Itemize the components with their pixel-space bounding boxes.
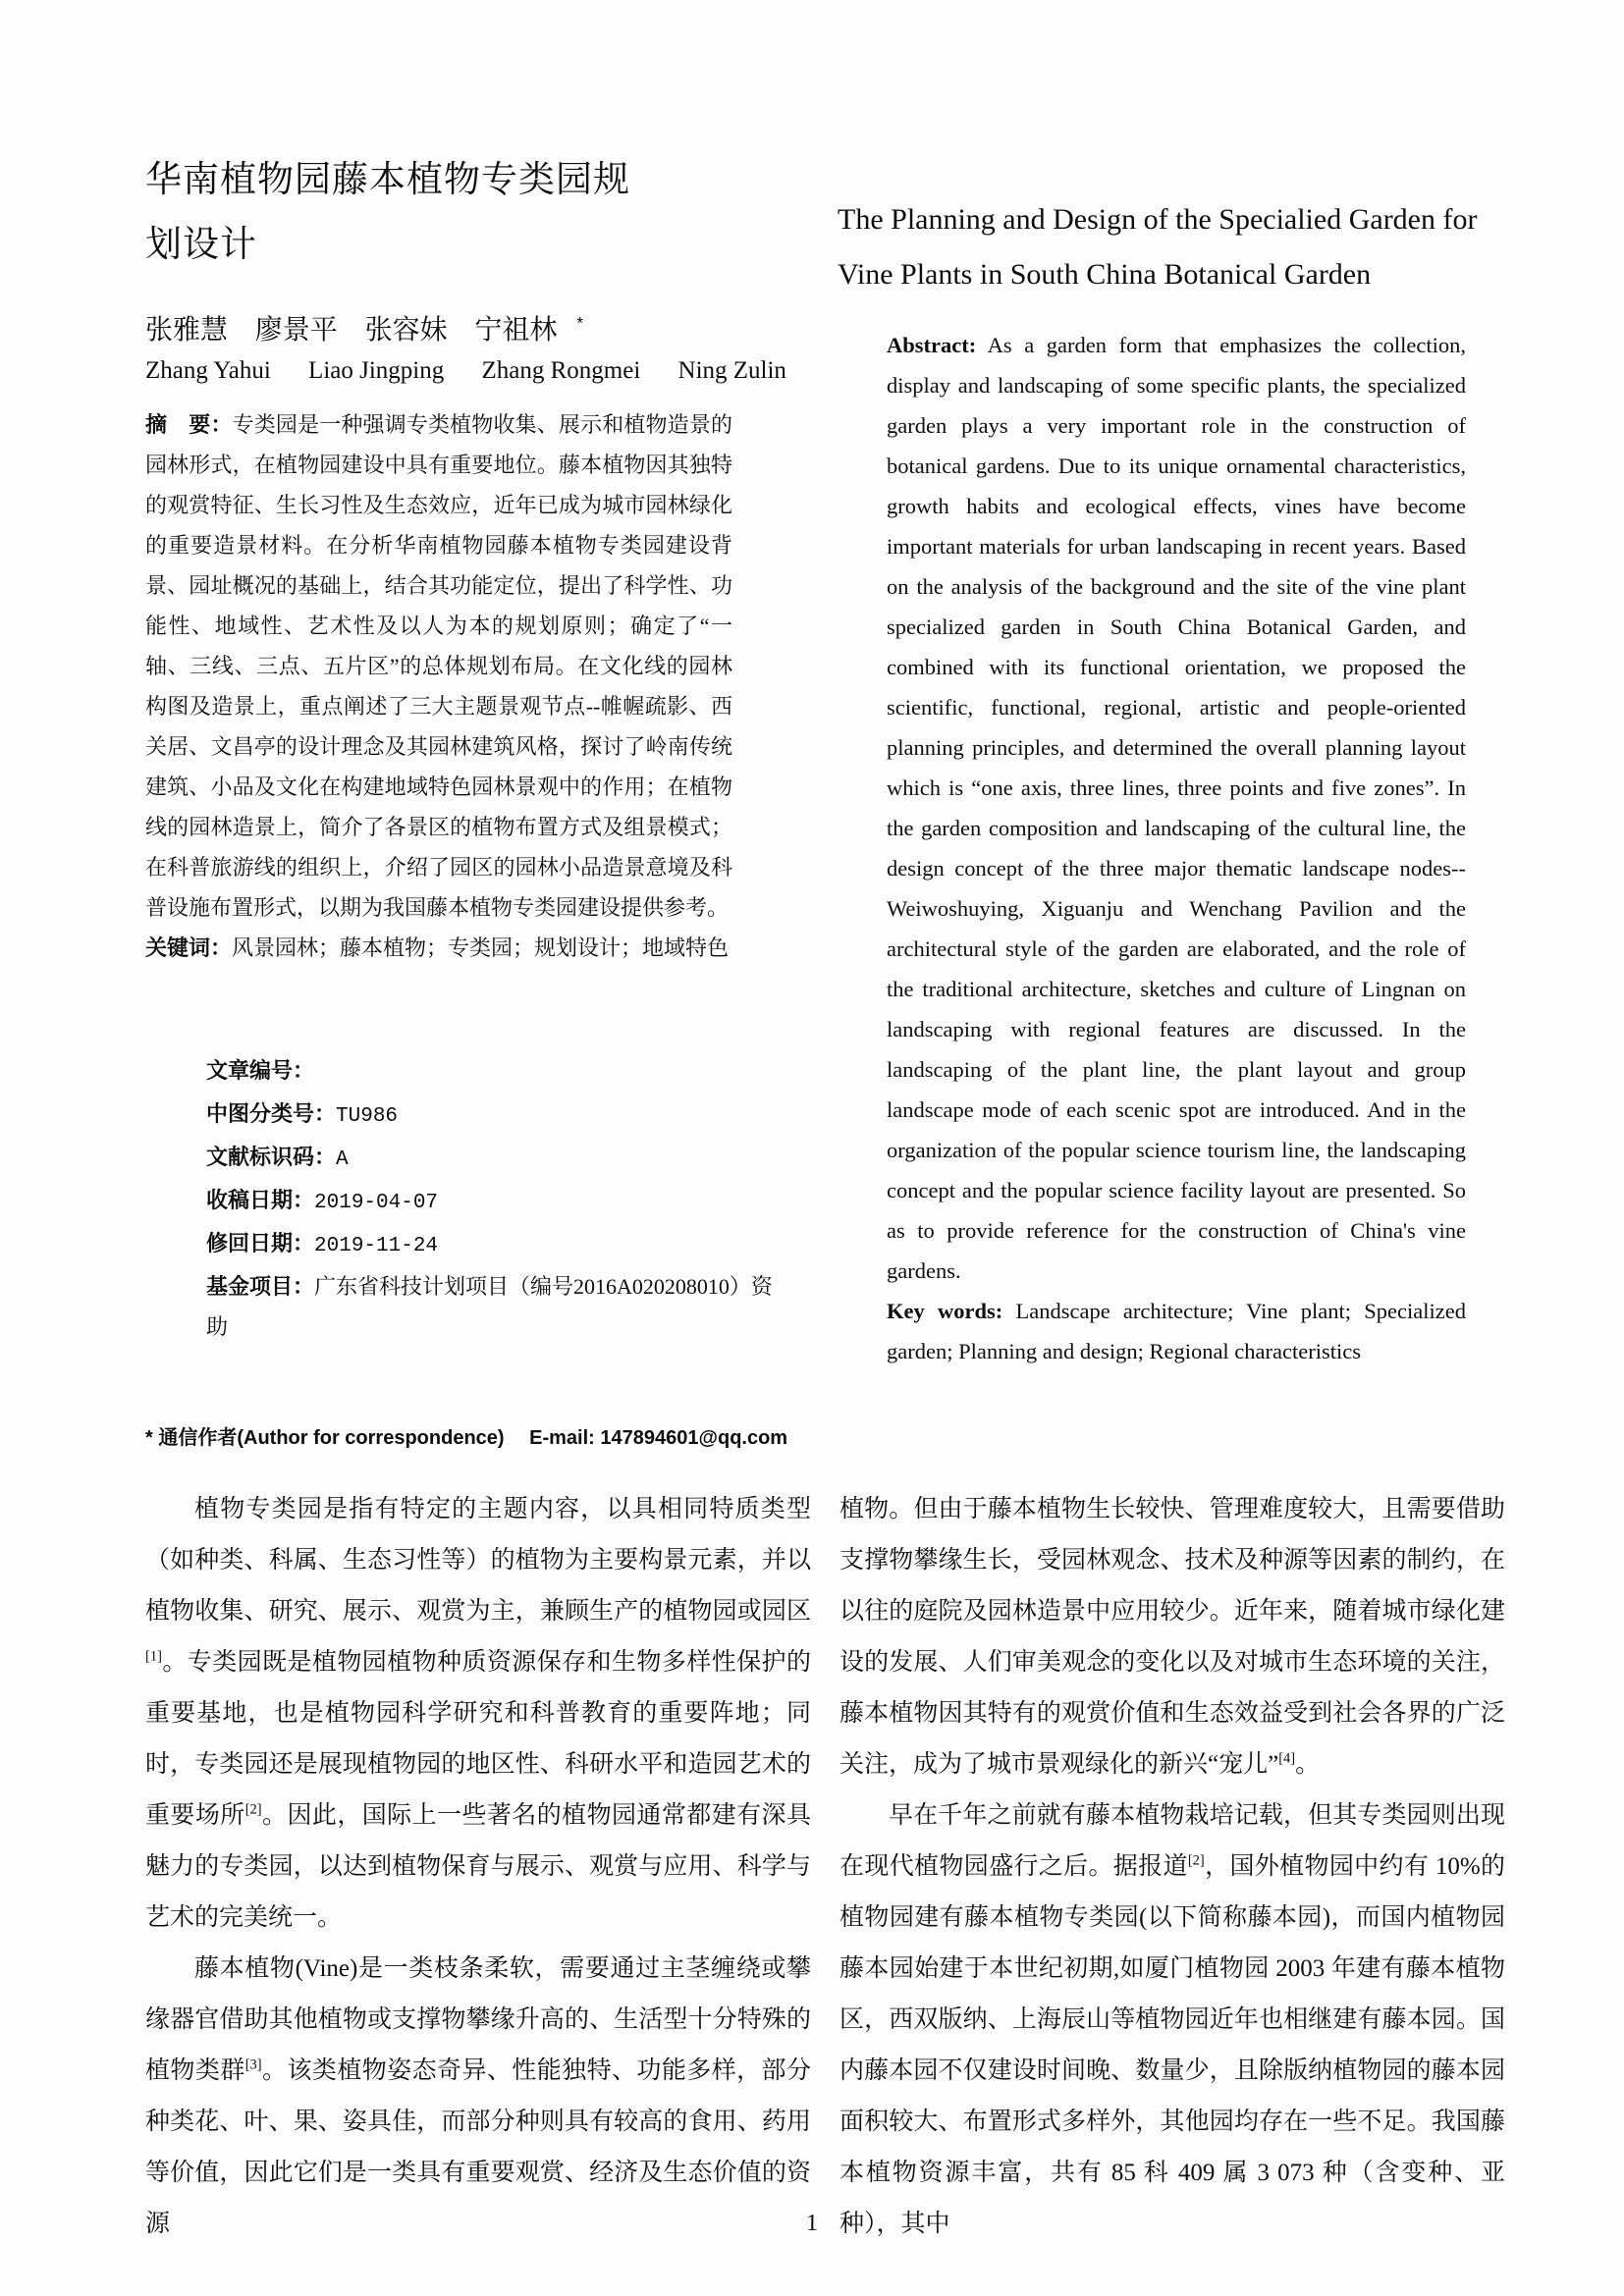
meta-row-received-date: 收稿日期：2019-04-07	[206, 1188, 439, 1214]
author-en: Zhang Rongmei	[481, 357, 641, 384]
meta-row-clc-number: 中图分类号：TU986	[206, 1101, 399, 1128]
keywords-en-text: Landscape architecture; Vine plant; Specialized garden; Planning and design; Regional characteristics	[887, 1299, 1466, 1363]
authors-zh	[145, 308, 754, 347]
page-title-en: The Planning and Design of the Specialied Garden for Vine Plants in South China Botanical Garden	[838, 203, 1478, 291]
author-en: Ning Zulin	[677, 357, 786, 384]
meta-row-fund-project: 基金项目：广东省科技计划项目（编号2016A020208010）资助	[206, 1274, 773, 1339]
meta-row-article-id: 文章编号：	[206, 1058, 315, 1083]
abstract-zh-label: 摘 要：	[145, 412, 233, 437]
page-number: 1	[806, 2211, 818, 2236]
page-title: 华南植物园藤本植物专类园规划设计	[145, 159, 630, 264]
abstract-zh-text: 专类园是一种强调专类植物收集、展示和植物造景的园林形式，在植物园建设中具有重要地位。藤本植物因其独特的观赏特征、生长习性及生态效应，近年已成为城市园林绿化的重要造景材料。在分析华南植物园藤本植物专类园建设背景、园址概况的基础上，结合其功能定位，提出了科学性、功能性、地域性、艺术性及以人为本的规划原则；确定了“一轴、三线、三点、五片区”的总体规划布局。在文化线的园林构图及造景上，重点阐述了三大主题景观节点--帷幄疏影、西关居、文昌亭的设计理念及其园林建筑风格，探讨了岭南传统建筑、小品及文化在构建地域特色园林景观中的作用；在植物线的园林造景上，简介了各景区的植物布置方式及组景模式；在科普旅游线的组织上，介绍了园区的园林小品造景意境及科普设施布置形式，以期为我国藤本植物专类园建设提供参考。	[145, 412, 732, 920]
body-column-left	[145, 1484, 811, 2250]
meta-row-revised-date: 修回日期：2019-11-24	[206, 1231, 439, 1257]
author-en: Liao Jingping	[308, 357, 445, 384]
body-paragraph: 早在千年之前就有藤本植物栽培记载，但其专类园则出现在现代植物园盛行之后。据报道[2]，国外植物园中约有 10%的植物园建有藤本植物专类园(以下简称藤本园)，而国内植物园藤本园始建于本世纪初期,如厦门植物园 2003 年建有藤本植物区，西双版纳、上海辰山等植物园近年也相继建有藤本园。国内藤本园不仅建设时间晚、数量少，且除版纳植物园的藤本园面积较大、布置形式多样外，其他园均存在一些不足。我国藤本植物资源丰富，共有 85 科 409 属 3 073 种（含变种、亚种），其中	[839, 1802, 1505, 2237]
abstract-en-paragraph	[887, 325, 1466, 1291]
author-zh: 张雅慧	[145, 314, 229, 345]
authors-en	[145, 357, 813, 385]
correspondence-footnote: * 通信作者(Author for correspondence) E-mail: 147894601@qq.com	[145, 1427, 788, 1449]
abstract-en	[887, 325, 1466, 1371]
author-zh: 张容妹	[364, 314, 448, 345]
keywords-zh-text: 风景园林；藤本植物；专类园；规划设计；地域特色	[232, 935, 730, 960]
author-zh: 廖景平	[254, 314, 338, 345]
author-en: Zhang Yahui	[145, 357, 271, 384]
keywords-zh-label: 关键词：	[145, 935, 233, 960]
body-paragraph: 植物。但由于藤本植物生长较快、管理难度较大，且需要借助支撑物攀缘生长，受园林观念、技术及种源等因素的制约，在以往的庭院及园林造景中应用较少。近年来，随着城市绿化建设的发展、人们审美观念的变化以及对城市生态环境的关注，藤本植物因其特有的观赏价值和生态效益受到社会各界的广泛关注，成为了城市景观绿化的新兴“宠儿”[4]。	[839, 1496, 1505, 1778]
keywords-zh-line	[145, 928, 732, 968]
body-paragraph: 植物专类园是指有特定的主题内容，以具相同特质类型（如种类、科属、生态习性等）的植物为主要构景元素，并以植物收集、研究、展示、观赏为主，兼顾生产的植物园或园区[1]。专类园既是植物园植物种质资源保存和生物多样性保护的重要基地，也是植物园科学研究和科普教育的重要阵地；同时，专类园还是展现植物园的地区性、科研水平和造园艺术的重要场所[2]。因此，国际上一些著名的植物园通常都建有深具魅力的专类园，以达到植物保育与展示、观赏与应用、科学与艺术的完美统一。	[145, 1496, 811, 1931]
body-column-right	[839, 1484, 1505, 2250]
keywords-en-label: Key words:	[887, 1299, 1003, 1323]
abstract-zh-paragraph	[145, 404, 732, 928]
corresponding-author-mark: *	[576, 313, 584, 333]
abstract-zh	[145, 404, 732, 968]
abstract-en-text: As a garden form that emphasizes the collection, display and landscaping of some specific plants, the specialized garden plays a very important role in the construction of botanical gardens. Due to its unique ornamental characteristics, growth habits and ecological effects, vines have become important materials for urban landscaping in recent years. Based on the analysis of the background and the site of the vine plant specialized garden in South China Botanical Garden, and combined with its functional orientation, we proposed the scientific, functional, regional, artistic and people-oriented planning principles, and determined the overall planning layout which is “one axis, three lines, three points and five zones”. In the garden composition and landscaping of the cultural line, the design concept of the three major thematic landscape nodes--Weiwoshuying, Xiguanju and Wenchang Pavilion and the architectural style of the garden are elaborated, and the role of the traditional architecture, sketches and culture of Lingnan on landscaping with regional features are discussed. In the landscaping of the plant line, the plant layout and group landscape mode of each scenic spot are introduced. And in the organization of the popular science tourism line, the landscaping concept and the popular science facility layout are presented. So as to provide reference for the construction of China's vine gardens.	[887, 333, 1466, 1283]
body-paragraph: 藤本植物(Vine)是一类枝条柔软，需要通过主茎缠绕或攀缘器官借助其他植物或支撑物攀缘升高的、生活型十分特殊的植物类群[3]。该类植物姿态奇异、性能独特、功能多样，部分种类花、叶、果、姿具佳，而部分种则具有较高的食用、药用等价值，因此它们是一类具有重要观赏、经济及生态价值的资源	[145, 1955, 811, 2237]
article-meta	[206, 1050, 789, 1347]
abstract-en-label: Abstract:	[887, 333, 977, 357]
meta-row-document-code: 文献标识码：A	[206, 1145, 349, 1171]
author-zh: 宁祖林	[474, 314, 558, 345]
keywords-en-line	[887, 1291, 1466, 1371]
